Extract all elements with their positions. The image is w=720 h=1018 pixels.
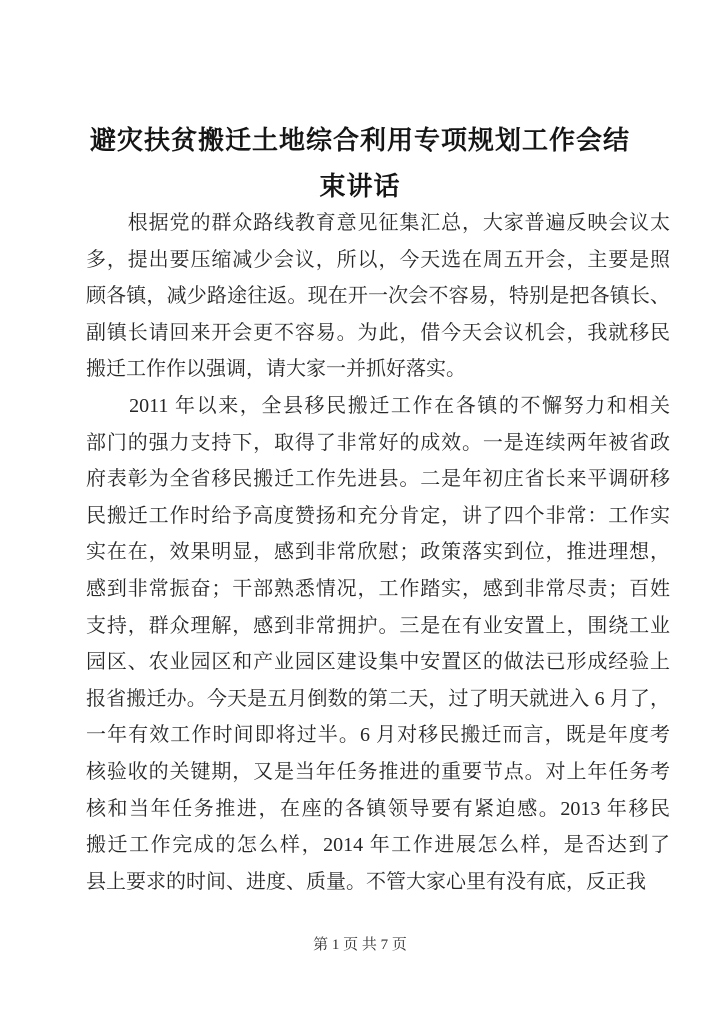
body-line: 县上要求的时间、进度、质量。不管大家心里有没有底，反正我 [86, 870, 646, 893]
body-line: 府表彰为全省移民搬迁工作先进县。二是年初庄省长来平调研移 [86, 468, 670, 491]
document-title [60, 118, 660, 210]
paragraph-2 [86, 388, 670, 900]
body-line: 搬迁工作完成的怎么样，2014 年工作进展怎么样，是否达到了 [86, 834, 670, 857]
body-line: 2011 年以来，全县移民搬迁工作在各镇的不懈努力和相关 [86, 394, 670, 417]
body-line: 核验收的关键期，又是当年任务推进的重要节点。对上年任务考 [86, 760, 670, 783]
paragraph-1 [86, 205, 670, 388]
body-line: 实在在，效果明显，感到非常欣慰；政策落实到位，推进理想， [86, 541, 670, 564]
body-line: 搬迁工作作以强调，请大家一并抓好落实。 [86, 358, 466, 381]
body-line: 园区、农业园区和产业园区建设集中安置区的做法已形成经验上 [86, 651, 670, 674]
body-line: 根据党的群众路线教育意见征集汇总，大家普遍反映会议太 [86, 212, 670, 234]
body-line: 报省搬迁办。今天是五月倒数的第二天，过了明天就进入 6 月了， [86, 687, 670, 710]
body-line: 民搬迁工作时给予高度赞扬和充分肯定，讲了四个非常：工作实 [86, 504, 670, 527]
body-line: 多，提出要压缩减少会议，所以，今天选在周五开会，主要是照 [86, 248, 670, 271]
page-number: 第 1 页 共 7 页 [313, 937, 407, 953]
body-line: 支持，群众理解，感到非常拥护。三是在有业安置上，围绕工业 [86, 614, 670, 637]
body-line: 核和当年任务推进，在座的各镇领导要有紧迫感。2013 年移民 [86, 797, 670, 820]
title-line-1: 避灾扶贫搬迁土地综合利用专项规划工作会结 [89, 126, 630, 155]
page-footer [0, 934, 720, 956]
body-line: 一年有效工作时间即将过半。6 月对移民搬迁而言，既是年度考 [86, 724, 670, 747]
body-line: 副镇长请回来开会更不容易。为此，借今天会议机会，我就移民 [86, 321, 670, 344]
body-line: 部门的强力支持下，取得了非常好的成效。一是连续两年被省政 [86, 431, 670, 454]
body-line: 感到非常振奋；干部熟悉情况，工作踏实，感到非常尽责；百姓 [86, 577, 670, 600]
document-body [86, 205, 670, 900]
body-line: 顾各镇，减少路途往返。现在开一次会不容易，特别是把各镇长、 [86, 285, 670, 308]
title-line-2: 束讲话 [319, 172, 401, 201]
